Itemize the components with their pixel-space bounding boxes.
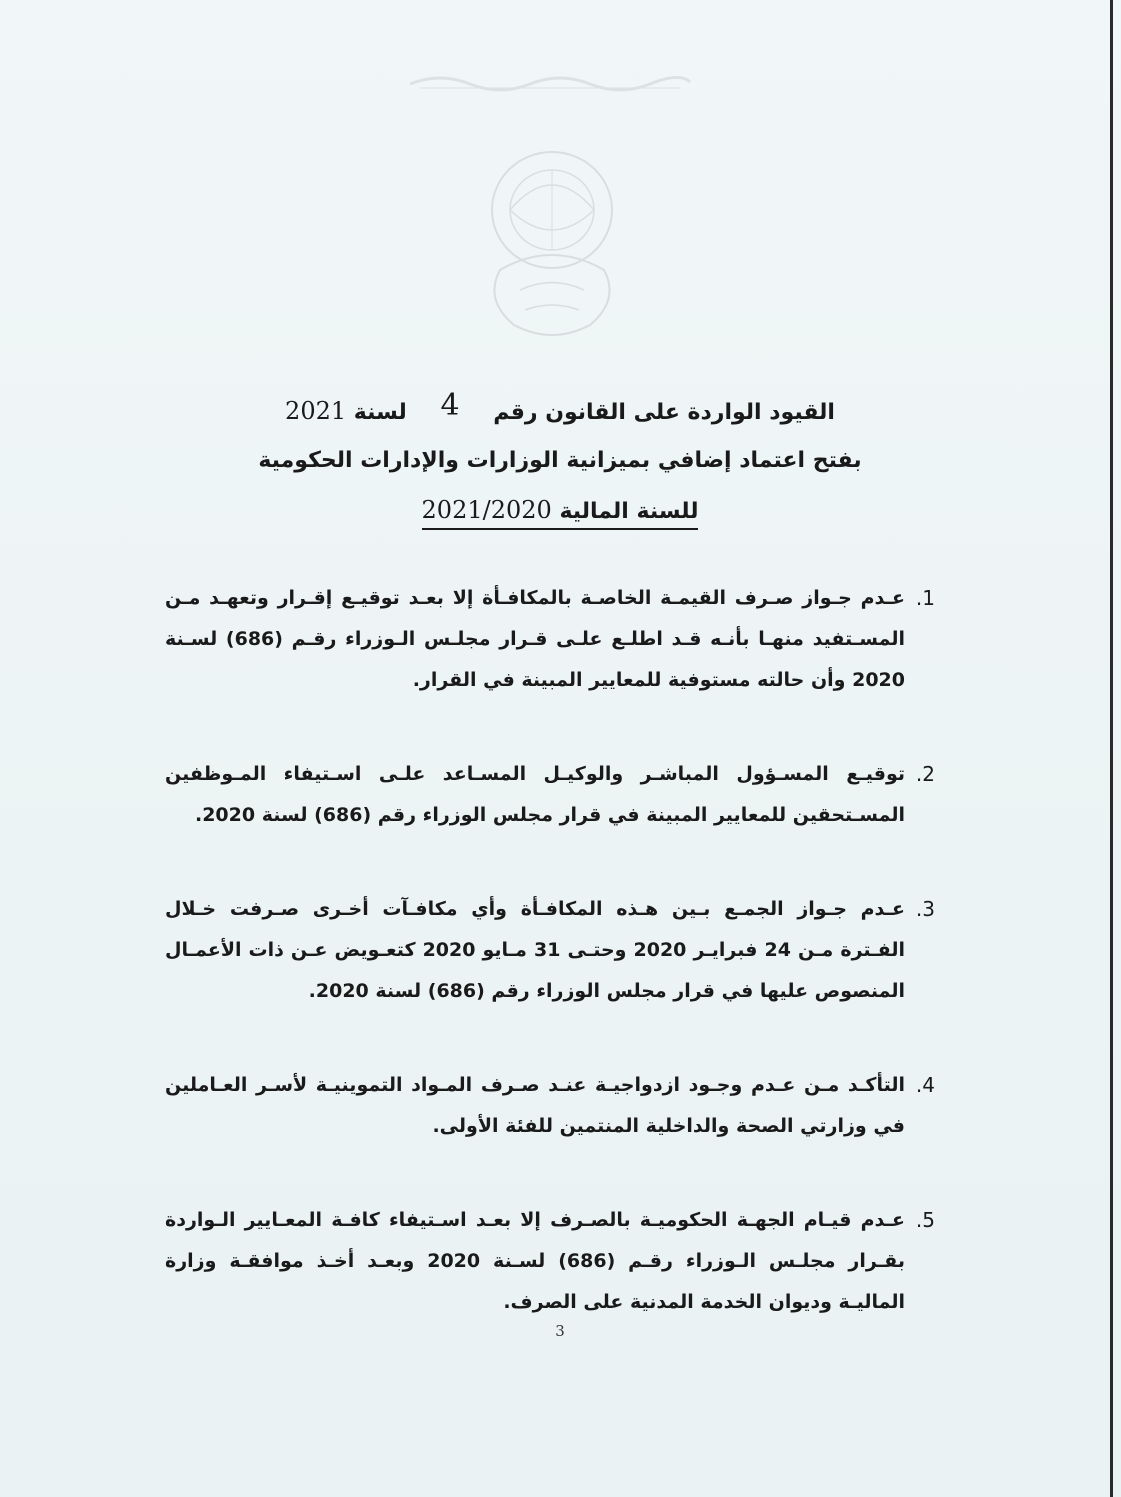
title-line-1 [150, 388, 970, 427]
list-item [165, 889, 935, 1012]
list-item-text: التأكـد مـن عـدم وجـود ازدواجيـة عنـد صـرف المـواد التموينيـة لأسـر العـاملين في وزارتي الصحة والداخلية المنتمين للفئة الأولى. [165, 1074, 905, 1137]
title-year: 2021 [285, 397, 347, 425]
list-item-text: توقيـع المسـؤول المباشـر والوكيـل المسـاعد علـى اسـتيفاء المـوظفين المسـتحقين للمعايير المبينة في قرار مجلس الوزراء رقم (686) لسنة 2020. [165, 763, 905, 826]
list-item [165, 754, 935, 836]
list-item [165, 1200, 935, 1323]
title-prefix: القيود الواردة على القانون رقم [493, 400, 835, 425]
fiscal-year-heading [421, 496, 699, 530]
list-item-number: 4. [915, 1073, 935, 1097]
page-edge-line [1110, 0, 1113, 1497]
title-line-3 [150, 496, 970, 524]
page-number: 3 [555, 1322, 565, 1340]
law-number-handwritten: 4 [440, 388, 460, 423]
list-item [165, 578, 935, 701]
list-item-text: عـدم جـواز الجمـع بـين هـذه المكافـأة وأي مكافـآت أخـرى صـرفت خـلال الفـترة مـن 24 فبرايـر 2020 وحتـى 31 مـايو 2020 كتعـويض عـن ذات الأعمـال المنصوص عليها في قرار مجلس الوزراء رقم (686) لسنة 2020. [165, 898, 905, 1002]
fiscal-year-prefix: للسنة المالية [559, 499, 699, 524]
state-emblem-watermark [470, 140, 635, 350]
list-item-text: عـدم قيـام الجهـة الحكوميـة بالصـرف إلا بعـد اسـتيفاء كافـة المعـايير الـواردة بقـرار مجلـس الـوزراء رقـم (686) لسـنة 2020 وبعـد أخـذ موافقـة وزارة الماليـة وديوان الخدمة المدنية على الصرف. [165, 1209, 905, 1313]
title-line-2: بفتح اعتماد إضافي بميزانية الوزارات والإدارات الحكومية [258, 448, 862, 473]
list-item-text: عـدم جـواز صـرف القيمـة الخاصـة بالمكافـأة إلا بعـد توقيـع إقـرار وتعهـد مـن المسـتفيد منهـا بأنـه قـد اطلـع علـى قـرار مجلـس الـوزراء رقـم (686) لسـنة 2020 وأن حالته مستوفية للمعايير المبينة في القرار. [165, 587, 905, 691]
faint-letterhead-watermark [400, 68, 700, 94]
fiscal-year-value: 2021/2020 [421, 496, 552, 524]
title-year-label: لسنة [353, 400, 407, 425]
list-item-number: 3. [915, 897, 935, 921]
list-item-number: 1. [915, 586, 935, 610]
restrictions-list [165, 578, 935, 1376]
list-item [165, 1065, 935, 1147]
list-item-number: 5. [915, 1208, 935, 1232]
list-item-number: 2. [915, 762, 935, 786]
